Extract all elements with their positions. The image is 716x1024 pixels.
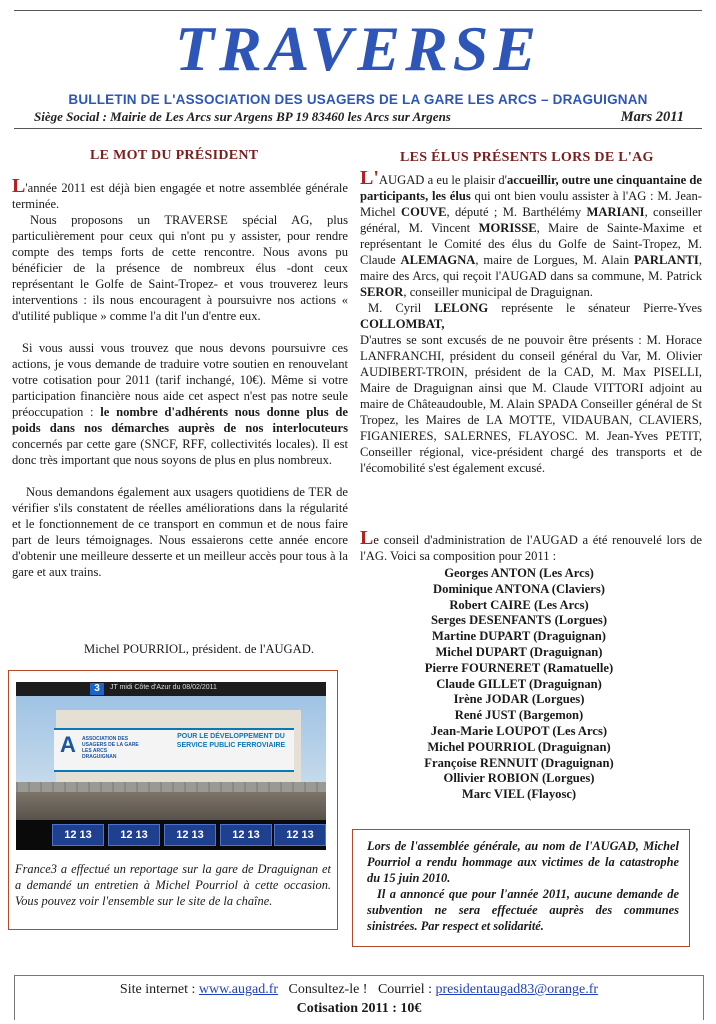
head-office-address: Siège Social : Mairie de Les Arcs sur Argens BP 19 83460 les Arcs sur Argens <box>34 109 451 124</box>
president-message <box>12 175 348 580</box>
president-paragraph-3: Si vous aussi vous trouvez que nous devons poursuivre ces actions, je vous demande de traduire votre soutien en renouvelant votre cotisation pour 2011 (tarif inchangé, 10€). Même si votre participation financière nous aide cet aspect n'est pas notre seule préoccupation : le nombre d'adhérents nous donne plus de poids dans nos démarches auprès de nos interlocuteurs concernés par cette gare (SNCF, RFF, collectivités locales). Il est donc très important que nous soyons de plus en plus nombreux. <box>12 341 348 467</box>
photo-caption: France3 a effectué un reportage sur la gare de Draguignan et a demandé un entretien à Michel Pourriol à cette occasion. Vous pouvez voir l'ensemble sur le site de la chaîne. <box>15 862 331 908</box>
tribute-paragraph-1: Lors de l'assemblée générale, au nom de l'AUGAD, Michel Pourriol a rendu hommage aux victimes de la catastrophe du 15 juin 2010. <box>367 839 679 885</box>
time-tile: 12 13 <box>220 824 272 846</box>
president-emphasis: le nombre d'adhérents nous donne plus de poids dans nos démarches auprès de nos interlocuteurs <box>12 405 348 435</box>
tribute-note <box>352 829 690 947</box>
board-member: Jean-Marie LOUPOT (Les Arcs) <box>430 723 608 738</box>
membership-fee: Cotisation 2011 : 10€ <box>296 1001 422 1016</box>
board-member: Claude GILLET (Draguignan) <box>436 676 602 691</box>
board-member: Irène JODAR (Lorgues) <box>453 692 585 707</box>
board-members-list <box>360 566 678 803</box>
time-tile: 12 13 <box>52 824 104 846</box>
website-link[interactable]: www.augad.fr <box>198 982 279 997</box>
drop-cap: L' <box>360 167 379 189</box>
footer-contact-line: Site internet : www.augad.fr Consultez-le ! Courriel : presidentaugad83@orange.fr <box>119 982 599 997</box>
elus-paragraph-1: L'AUGAD a eu le plaisir d'accueillir, outre une cinquantaine de participants, les élus qui ont bien voulu assister à l'AG : M. Jean-Michel COUVE, député ; M. Barthélémy MARIANI, conseiller général, M. Vincent MORISSE, Maire de Sainte-Maxime et représentant le Comité des élus du Golfe de Saint-Tropez, M. Claude ALEMAGNA, maire de Lorgues, M. Alain PARLANTI, maire des Arcs, qui reçoit l'AUGAD dans sa commune, M. Patrick SEROR, conseiller municipal de Draguignan. <box>360 167 702 299</box>
time-tile: 12 13 <box>164 824 216 846</box>
board-member: Françoise RENNUIT (Draguignan) <box>424 755 614 770</box>
association-name: ASSOCIATION DES USAGERS DE LA GARE LES ARCS DRAGUIGNAN <box>82 736 139 760</box>
board-member: Dominique ANTONA (Claviers) <box>433 581 605 596</box>
footer <box>14 975 704 1020</box>
tribute-paragraph-2: Il a annoncé que pour l'année 2011, aucune demande de subvention ne sera effectuée auprès des communes sinistrées. Par respect et solidarité. <box>367 887 679 933</box>
elus-text <box>360 167 702 476</box>
board-member: Georges ANTON (Les Arcs) <box>444 566 594 580</box>
board-member: Robert CAIRE (Les Arcs) <box>449 597 589 612</box>
board-member: Serges DESENFANTS (Lorgues) <box>430 613 608 628</box>
top-rule <box>14 10 702 11</box>
board-member: Pierre FOURNERET (Ramatuelle) <box>424 660 614 675</box>
board-member: Martine DUPART (Draguignan) <box>432 629 606 644</box>
issue-date: Mars 2011 <box>620 109 684 125</box>
president-signature: Michel POURRIOL, président. de l'AUGAD. <box>84 642 314 656</box>
board-member: Ollivier ROBION (Lorgues) <box>443 771 595 786</box>
elus-paragraph-2: M. Cyril LELONG représente le sénateur Pierre-Yves COLLOMBAT, <box>360 301 702 331</box>
association-logo: A <box>60 732 76 757</box>
association-banner <box>54 728 294 772</box>
president-heading: LE MOT DU PRÉSIDENT <box>90 148 259 163</box>
channel-logo: 3 <box>90 683 104 695</box>
board-member: Michel POURRIOL (Draguignan) <box>427 739 611 754</box>
president-paragraph-1: L'année 2011 est déjà bien engagée et notre assemblée générale terminée. <box>12 175 348 211</box>
board-intro: Le conseil d'administration de l'AUGAD a été renouvelé lors de l'AG. Voici sa composition pour 2011 : <box>360 527 702 563</box>
drop-cap: L <box>360 527 374 549</box>
elus-excuses: D'autres se sont excusés de ne pouvoir être présents : M. Horace LANFRANCHI, président du conseil général du Var, M. Olivier AUDIBERT-TROIN, président de la CAD, M. Max PISELLI, Maire de Draguignan ainsi que M. Claude VITTORI adjoint au maire de Châteaudouble, M. Alain SPADA Conseiller général de St Tropez, les Maires de LA MOTTE, VIDAUBAN, CLAVIERS, FIGANIERES, SALERNES, FLAYOSC. M. Jean-Yves PETIT, Conseiller régional, vice-président chargé des transports et de l'écomobilité s'est également excusé. <box>360 333 702 475</box>
head-office-line <box>34 109 684 125</box>
time-tile: 12 13 <box>108 824 160 846</box>
time-tile: 12 13 <box>274 824 326 846</box>
tv-report-photo <box>16 682 326 850</box>
board-member: René JUST (Bargemon) <box>454 708 584 723</box>
tv-ticker-header: JT midi Côte d'Azur du 08/02/2011 <box>110 684 217 691</box>
drop-cap: L <box>12 175 26 197</box>
header-rule <box>14 128 702 129</box>
newsletter-subtitle: BULLETIN DE L'ASSOCIATION DES USAGERS DE LA GARE LES ARCS – DRAGUIGNAN <box>68 92 648 107</box>
board-member: Marc VIEL (Flayosc) <box>461 787 577 802</box>
photo-box <box>8 670 338 930</box>
banner-slogan: POUR LE DÉVELOPPEMENT DU SERVICE PUBLIC FERROVIAIRE <box>176 733 286 749</box>
consult-text: Consultez-le ! <box>288 982 368 997</box>
newsletter-title: TRAVERSE <box>174 13 542 84</box>
president-paragraph-2: Nous proposons un TRAVERSE spécial AG, plus particulièrement pour ceux qui n'ont pu y assister, pour rendre compte des temps forts de cette rencontre. Nous avons pu bénéficier de la présence de nombreux élus -dont ceux représentant le Golfe de Saint-Tropez- et vous trouverez leurs interventions : ils nous encouragent à poursuivre nos actions « d'utilité publique » comme l'a dit l'un d'entre eux. <box>12 213 348 323</box>
president-paragraph-4: Nous demandons également aux usagers quotidiens de TER de vérifier s'ils constatent de réelles améliorations dans la régularité et le fonctionnement de ce transport en commun et de nous faire part de leurs témoignages. Nous essaierons cette année encore d'obtenir une meilleure desserte et un meilleur accès pour tous à la gare et aux trains. <box>12 485 348 579</box>
email-link[interactable]: presidentaugad83@orange.fr <box>435 982 599 997</box>
board-member: Michel DUPART (Draguignan) <box>435 644 603 659</box>
elus-heading: LES ÉLUS PRÉSENTS LORS DE L'AG <box>400 150 654 165</box>
